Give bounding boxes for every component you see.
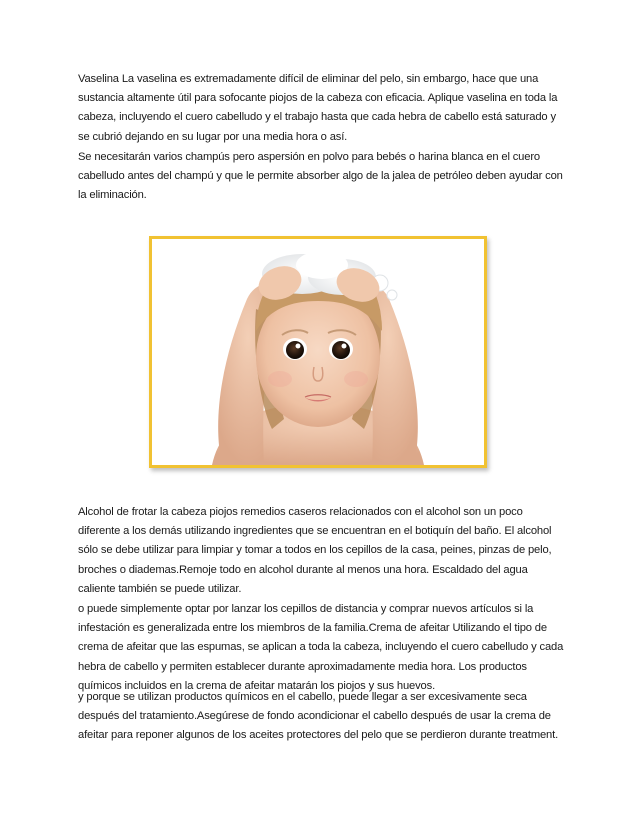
paragraph-alcohol: Alcohol de frotar la cabeza piojos remedios caseros relacionados con el alcohol son un poco diferente a los demás utilizando ingredientes que se encuentran en el botiquín del baño. El alcohol sólo se debe utilizar para limpiar y tomar a todos en los cepillos de la casa, peines, pinzas de pelo, broches o diademas.Remoje todo en alcohol durante al menos una hora. Escaldado del agua caliente también se puede utilizar. xyxy=(78,506,552,595)
child-shampoo-photo xyxy=(149,236,487,468)
paragraph-champus: Se necesitarán varios champús pero aspersión en polvo para bebés o harina blanca en el cuero cabelludo antes del champú y que le permite absorber algo de la jalea de petróleo deben ayudar con la eliminación. xyxy=(78,151,563,202)
paragraph-crema-afeitar: o puede simplemente optar por lanzar los cepillos de distancia y comprar nuevos artículos si la infestación es generalizada entre los miembros de la familia.Crema de afeitar Utilizando el tipo de crema de afeitar que las espumas, se aplican a toda la cabeza, incluyendo el cuero cabelludo y cada hebra de cabello y permiten establecer durante aproximadamente media hora. Los productos químicos incluidos en la crema de afeitar matarán los piojos y sus huevos. xyxy=(78,603,564,692)
paragraph-acondicionar: y porque se utilizan productos químicos en el cabello, puede llegar a ser excesivamente seca después del tratamiento.Asegúrese de fondo acondicionar el cabello después de usar la crema de afeitar para reponer algunos de los aceites protectores del pelo que se perdieron durante treatment. xyxy=(78,691,559,742)
paragraph-vaselina: Vaselina La vaselina es extremadamente difícil de eliminar del pelo, sin embargo, hace que una sustancia altamente útil para sofocante piojos de la cabeza con eficacia. Aplique vaselina en toda la cabeza, incluyendo el cuero cabelludo y el trabajo hasta que cada hebra de cabello está saturado y se cubrió dejando en su lugar por una media hora o así. xyxy=(78,73,558,143)
